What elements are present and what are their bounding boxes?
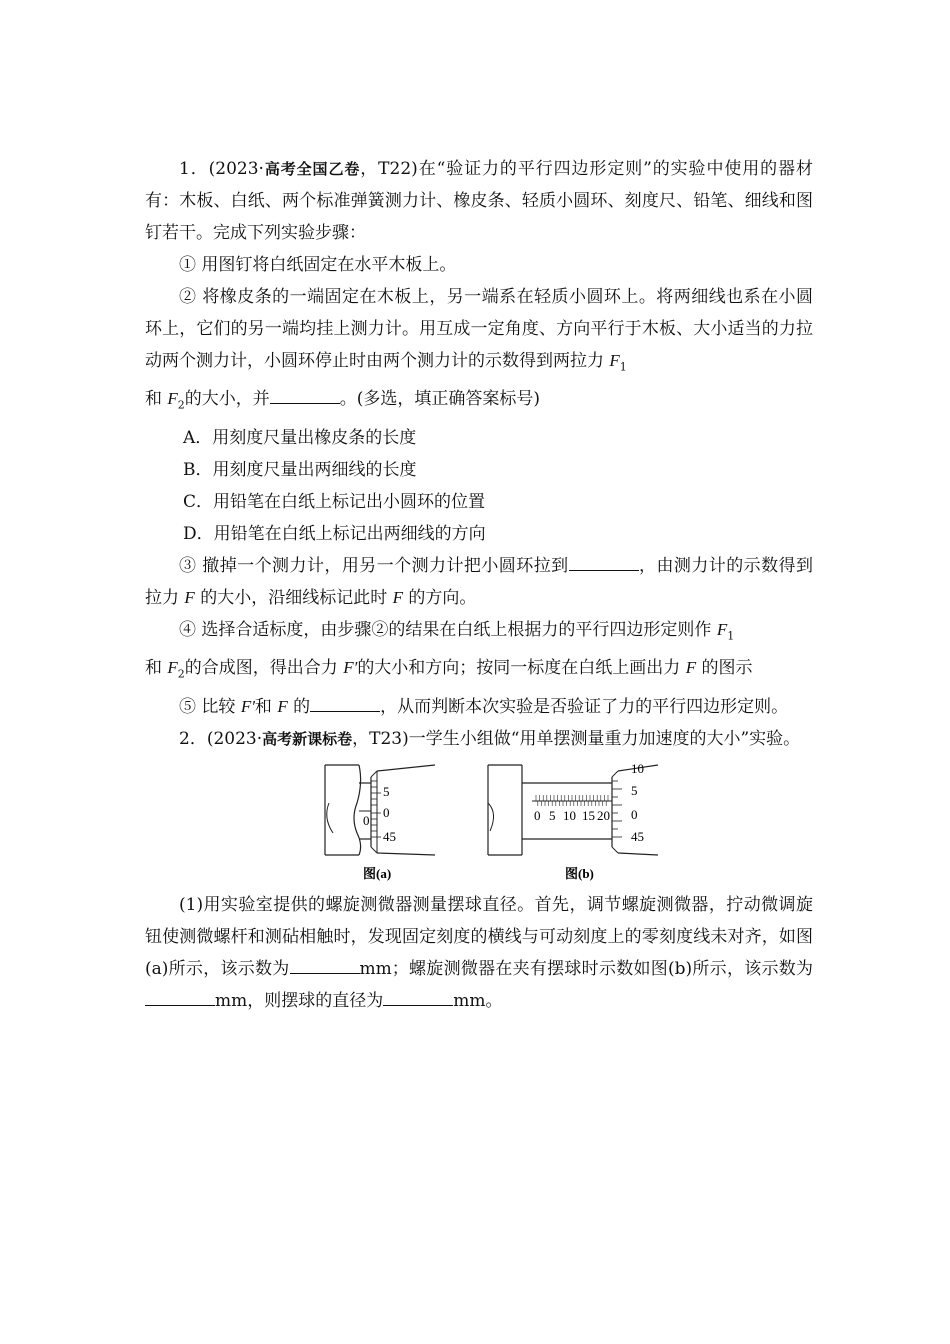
fig-b-scale-label: 10 [563,807,576,823]
exam-source-tag: 高考全国乙卷 [263,160,361,178]
fig-a-label: 45 [383,828,396,844]
option-c: C．用铅笔在白纸上标记出小圆环的位置 [183,491,486,512]
fig-b-scale-label: 0 [534,807,541,823]
micrometer-diagram [145,763,813,883]
step-4: ④ 选择合适标度，由步骤②的结果在白纸上根据力的平行四边形定则作 $F_1$ 和 $F_2$的合成图，得出合力 F′的大小和方向；按同一标度在白纸上画出力 F 的图示 [145,619,753,681]
fig-a-label: 0 [383,804,390,820]
step-5: ⑤ 比较 F′和 F 的 ，从而判断本次实验是否验证了力的平行四边形定则。 [145,691,813,723]
micrometer-figures [145,763,813,883]
answer-blank[interactable] [290,953,360,974]
fig-a-label: 0 [363,812,370,828]
question-2-stem: 2．(2023·高考新课标卷，T23)一学生小组做“用单摆测量重力加速度的大小”实验。 [179,728,801,749]
question-1-stem: 1．(2023·高考全国乙卷，T22)在“验证力的平行四边形定则”的实验中使用的器材有：木板、白纸、两个标准弹簧测力计、橡皮条、轻质小圆环、刻度尺、铅笔、细线和图钉若干。完成下列实验步骤： [145,159,813,243]
step-2: ② 将橡皮条的一端固定在木板上，另一端系在轻质小圆环上。将两细线也系在小圆环上，它们的另一端均挂上测力计。用互成一定角度、方向平行于木板、大小适当的力拉动两个测力计，小圆环停止时由两个测力计的示数得到两拉力 $F_1$ 和 $F_2$的大小，并 。(多选，填正确答案标号) [145,287,813,412]
fig-a-label: 5 [383,783,390,799]
fig-b-scale-label: 20 [597,807,610,823]
answer-blank[interactable] [383,985,453,1006]
option-a: A．用刻度尺量出橡皮条的长度 [183,427,417,448]
figure-b [488,763,658,881]
option-d: D．用铅笔在白纸上标记出两细线的方向 [183,523,486,544]
fig-b-thimble-label: 0 [631,806,638,822]
question-2-part-1: (1)用实验室提供的螺旋测微器测量摆球直径。首先，调节螺旋测微器，拧动微调旋钮使测微螺杆和测砧相触时，发现固定刻度的横线与可动刻度上的零刻度线未对齐，如图(a)所示，该示数为 mm；螺旋测微器在夹有摆球时示数如图(b)所示，该示数为mm，则摆球的直径为 mm。 [145,894,814,1011]
exam-source-tag: 高考新课标卷 [262,729,353,748]
fig-b-thimble-label: 45 [631,828,644,844]
step-3: ③ 撤掉一个测力计，用另一个测力计把小圆环拉到 ，由测力计的示数得到拉力 F 的大小，沿细线标记此时 F 的方向。 [145,550,813,614]
option-b: B．用刻度尺量出两细线的长度 [183,459,417,480]
fig-b-scale-label: 5 [549,807,556,823]
answer-blank[interactable] [310,691,380,712]
answer-blank[interactable] [145,985,215,1006]
answer-blank[interactable] [569,550,639,571]
fig-b-thimble-label: 10 [631,762,644,776]
document-page [145,153,813,1017]
figure-a [325,765,435,881]
step-1: ① 用图钉将白纸固定在水平木板上。 [179,255,457,275]
fig-b-thimble-label: 5 [631,782,638,798]
fig-a-caption: 图(a) [363,865,392,881]
fig-b-caption: 图(b) [565,865,594,881]
fig-b-scale-label: 15 [582,807,595,823]
answer-blank[interactable] [270,383,340,404]
